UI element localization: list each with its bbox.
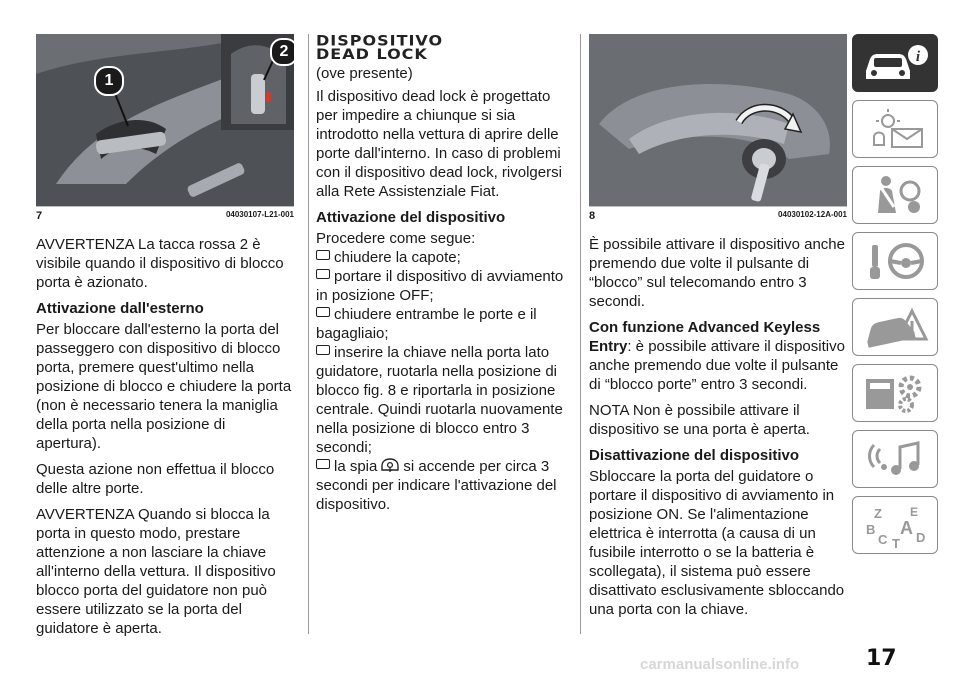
watermark: carmanualsonline.info bbox=[640, 656, 800, 673]
section-title bbox=[316, 34, 574, 61]
warning-lights-icon bbox=[860, 107, 930, 151]
list-item: chiudere la capote; bbox=[316, 248, 574, 267]
tab-multimedia[interactable] bbox=[852, 430, 938, 488]
paragraph-other-doors: Questa azione non effettua il blocco delle altre porte. bbox=[36, 461, 275, 497]
paragraph-lock-outside: Per bloccare dall'esterno la porta del passeggero con dispositivo di blocco porta, premere quest'ultimo nella posizione di blocco e chiudere la porta (non è necessario tenera la maniglia della porta nella posizione di apertura). bbox=[36, 321, 292, 452]
paragraph-deactivation: Sbloccare la porta del guidatore o portare il dispositivo di avviamento in posizione ON. Se l'alimentazione elettrica è interrotta (a causa di un fusibile interrotto o se la batteria è scollegata), il sistema può essere disattivato esclusivamente sbloccando una porta con la chiave. bbox=[589, 468, 845, 618]
door-key-illustration bbox=[589, 34, 847, 206]
title-line-2: DEAD LOCK bbox=[316, 45, 428, 63]
list-item: chiudere entrambe le porte e il bagagliaio; bbox=[316, 306, 537, 342]
figure-code: 04030102-12A-001 bbox=[778, 210, 847, 219]
security-warning-light-icon bbox=[379, 457, 401, 475]
figure-7-caption bbox=[36, 206, 294, 223]
index-letter-b: B bbox=[866, 522, 876, 537]
callout-2: 2 bbox=[270, 38, 294, 66]
column-1 bbox=[36, 34, 294, 645]
note-door-open: NOTA Non è possibile attivare il dispositivo se una porta è aperta. bbox=[589, 402, 810, 438]
tab-emergency[interactable] bbox=[852, 298, 938, 356]
tab-index[interactable] bbox=[852, 496, 938, 554]
tab-warning-lights[interactable] bbox=[852, 100, 938, 158]
index-letter-a: A bbox=[900, 518, 913, 538]
bullet-box-icon bbox=[316, 269, 330, 279]
paragraph-remote-activation: È possibile attivare il dispositivo anche premendo due volte il pulsante di “blocco” sul telecomando entro 3 secondi. bbox=[589, 236, 845, 310]
figure-8-key-rotation bbox=[589, 34, 847, 206]
index-letter-t: T bbox=[892, 536, 900, 548]
emergency-icon bbox=[860, 305, 930, 349]
column-divider-2 bbox=[580, 34, 581, 634]
index-letter-c: C bbox=[878, 532, 888, 547]
index-letter-e: E bbox=[910, 505, 919, 519]
index-icon bbox=[860, 502, 930, 548]
paragraph-keyless-entry: Con funzione Advanced Keyless Entry: è possibile attivare il dispositivo anche premendo due volte il pulsante di “blocco porte” entro 3 secondi. bbox=[589, 319, 845, 393]
heading-deactivation: Disattivazione del dispositivo bbox=[589, 447, 800, 464]
multimedia-icon bbox=[860, 437, 930, 481]
warning-key-inside: AVVERTENZA Quando si blocca la porta in questo modo, prestare attenzione a non lasciare la chiave all'interno della vettura. Il dispositivo blocco porta del guidatore non può essere utilizzato se la porta del guidatore è aperta. bbox=[36, 506, 276, 637]
heading-activation: Attivazione del dispositivo bbox=[316, 209, 506, 226]
maintenance-icon bbox=[860, 371, 930, 415]
chapter-tabs bbox=[852, 34, 938, 562]
steering-wheel-icon bbox=[860, 239, 930, 283]
list-item: inserire la chiave nella porta lato guidatore, ruotarla nella posizione di blocco fig. 8 e riportarla in posizione centrale. Quindi ruotarla nuovamente nella posizione di blocco entro 3 secondi; bbox=[316, 344, 563, 456]
column-3 bbox=[589, 34, 847, 626]
paragraph-procedure: Procedere come segue: bbox=[316, 230, 476, 247]
tab-car-info[interactable] bbox=[852, 34, 938, 92]
car-info-icon bbox=[860, 41, 930, 85]
figure-7-door-lock bbox=[36, 34, 294, 206]
heading-activation-outside: Attivazione dall'esterno bbox=[36, 300, 204, 317]
safety-icon bbox=[860, 173, 930, 217]
bullet-box-icon bbox=[316, 250, 330, 260]
figure-code: 04030107-L21-001 bbox=[225, 210, 294, 219]
index-letter-d: D bbox=[916, 530, 926, 545]
page-number: 17 bbox=[866, 646, 897, 671]
list-item: portare il dispositivo di avviamento in posizione OFF; bbox=[316, 268, 564, 304]
figure-8-caption bbox=[589, 206, 847, 223]
tab-maintenance[interactable] bbox=[852, 364, 938, 422]
figure-number: 7 bbox=[36, 210, 43, 222]
list-item: la spia si accende per circa 3 secondi per indicare l'attivazione del dispositivo. bbox=[316, 458, 557, 513]
title-line-1: DISPOSITIVO bbox=[316, 32, 444, 50]
bullet-box-icon bbox=[316, 345, 330, 355]
svg-text:i: i bbox=[915, 49, 921, 65]
paragraph-dead-lock-intro: Il dispositivo dead lock è progettato per impedire a chiunque si sia introdotto nella vettura di aprire delle porte dall'interno. In caso di problemi con il dispositivo dead lock, rivolgersi alla Rete Assistenziale Fiat. bbox=[316, 88, 562, 200]
callout-1: 1 bbox=[94, 66, 124, 96]
door-handle-illustration bbox=[36, 34, 294, 206]
index-letter-z: Z bbox=[874, 506, 882, 521]
figure-number: 8 bbox=[589, 210, 596, 222]
section-subtitle: (ove presente) bbox=[316, 65, 413, 82]
warning-red-notch: AVVERTENZA La tacca rossa 2 è visibile quando il dispositivo di blocco porta è azionato. bbox=[36, 236, 284, 291]
column-2 bbox=[316, 34, 574, 514]
column-divider-1 bbox=[308, 34, 309, 634]
tab-safety[interactable] bbox=[852, 166, 938, 224]
bullet-box-icon bbox=[316, 307, 330, 317]
tab-starting-driving[interactable] bbox=[852, 232, 938, 290]
bullet-box-icon bbox=[316, 459, 330, 469]
